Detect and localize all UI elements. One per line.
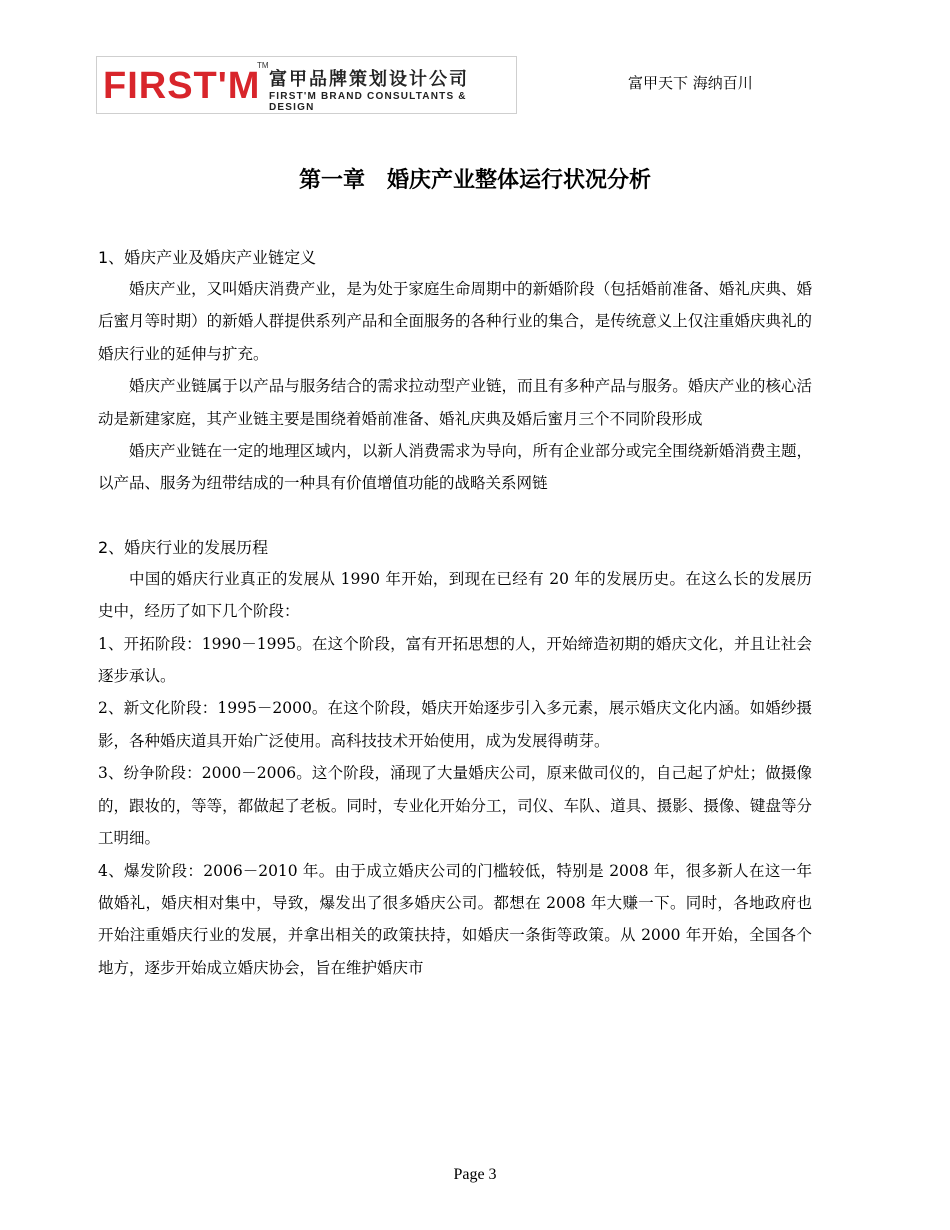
section-heading-2: 2、婚庆行业的发展历程 bbox=[98, 537, 269, 557]
header-slogan: 富甲天下 海纳百川 bbox=[628, 74, 753, 92]
logo-chinese-name: 富甲品牌策划设计公司 bbox=[269, 69, 469, 90]
company-logo bbox=[96, 56, 517, 114]
document-body bbox=[98, 242, 812, 984]
page-number: Page 3 bbox=[453, 1166, 497, 1183]
paragraph: 婚庆产业链在一定的地理区域内，以新人消费需求为导向，所有企业部分或完全围绕新婚消费主题，以产品、服务为纽带结成的一种具有价值增值功能的战略关系网链 bbox=[98, 442, 812, 493]
stage-item: 3、纷争阶段：2000－2006。这个阶段，涌现了大量婚庆公司，原来做司仪的，自己起了炉灶；做摄像的，跟妆的，等等，都做起了老板。同时，专业化开始分工，司仪、车队、道具、摄影、摄像、键盘等分工明细。 bbox=[98, 764, 812, 848]
section-spacer bbox=[98, 500, 812, 532]
logo-english-name: FIRST'M BRAND CONSULTANTS & DESIGN bbox=[269, 91, 467, 113]
paragraph: 婚庆产业链属于以产品与服务结合的需求拉动型产业链，而且有多种产品与服务。婚庆产业的核心活动是新建家庭，其产业链主要是围绕着婚前准备、婚礼庆典及婚后蜜月三个不同阶段形成 bbox=[98, 377, 812, 428]
logo-wordmark: FIRST'M bbox=[103, 65, 261, 107]
stage-item: 1、开拓阶段：1990－1995。在这个阶段，富有开拓思想的人，开始缔造初期的婚庆文化，并且让社会逐步承认。 bbox=[98, 634, 812, 686]
section-heading-1: 1、婚庆产业及婚庆产业链定义 bbox=[98, 248, 317, 267]
logo-trademark: TM bbox=[257, 61, 269, 70]
stage-item: 2、新文化阶段：1995－2000。在这个阶段，婚庆开始逐步引入多元素，展示婚庆文化内涵。如婚纱摄影，各种婚庆道具开始广泛使用。高科技技术开始使用，成为发展得萌芽。 bbox=[98, 699, 812, 750]
stage-item: 4、爆发阶段：2006－2010 年。由于成立婚庆公司的门槛较低，特别是 2008 年，很多新人在这一年做婚礼，婚庆相对集中，导致，爆发出了很多婚庆公司。都想在 2008 年大赚一下。同时，各地政府也开始注重婚庆行业的发展，并拿出相关的政策扶持，如婚庆一条街等政策。从 2000 年开始，全国各个地方，逐步开始成立婚庆协会，旨在维护婚庆市 bbox=[98, 861, 812, 977]
paragraph: 中国的婚庆行业真正的发展从 1990 年开始，到现在已经有 20 年的发展历史。在这么长的发展历史中，经历了如下几个阶段： bbox=[98, 569, 812, 621]
chapter-title: 第一章 婚庆产业整体运行状况分析 bbox=[298, 168, 651, 193]
paragraph: 婚庆产业，又叫婚庆消费产业，是为处于家庭生命周期中的新婚阶段（包括婚前准备、婚礼庆典、婚后蜜月等时期）的新婚人群提供系列产品和全面服务的各种行业的集合，是传统意义上仅注重婚庆典礼的婚庆行业的延伸与扩充。 bbox=[98, 280, 812, 363]
